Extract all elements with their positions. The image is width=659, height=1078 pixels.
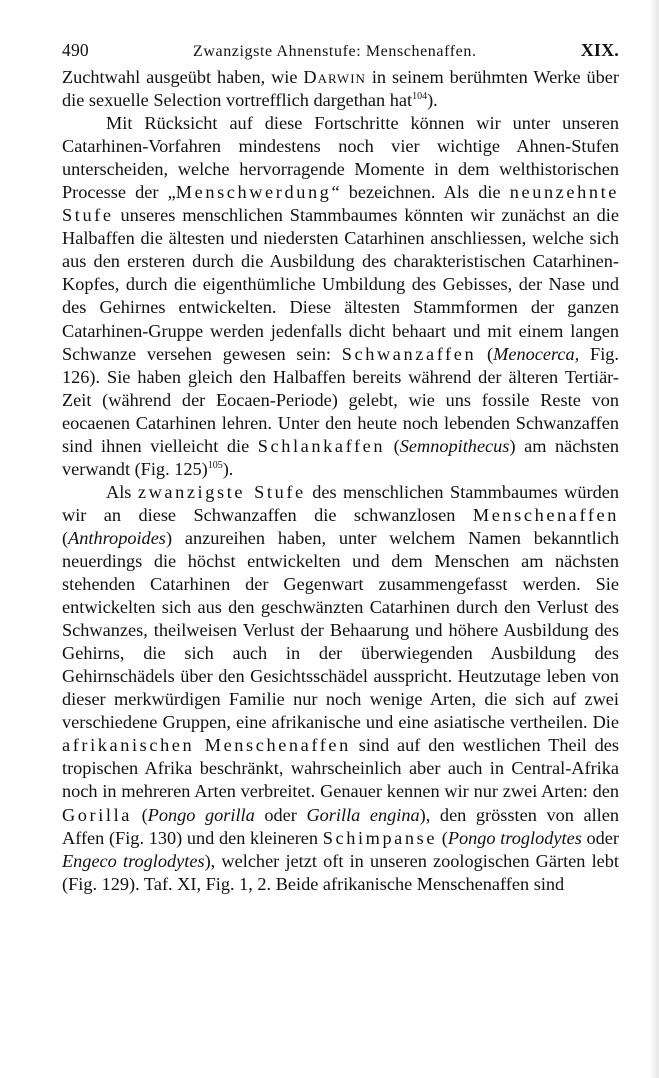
italic-term: Semnopithecus xyxy=(399,435,510,456)
text-run: ). xyxy=(427,90,438,111)
page-edge-shadow xyxy=(649,0,659,1078)
text-run: Fig. 126). Sie haben gleich den Halbaffen bereits während der älteren Tertiär-Zeit (während der Eocaen-Periode) gelebt, wie uns fossile Reste von eocaenen Catarhinen lehren. Unter den heute noch lebenden Schwanzaffen sind ihnen vielleicht die xyxy=(62,343,619,456)
spaced-term: afrikanischen Menschenaffen xyxy=(62,735,351,756)
text-run: ( xyxy=(131,804,148,825)
text-run: sind auf den westlichen Theil des tropischen Afrika beschränkt, wahrscheinlich aber auch in Central-Afrika noch in mehreren Arten verbreitet. Genauer kennen wir nur zwei Arten: den xyxy=(62,735,619,802)
running-header xyxy=(62,40,619,61)
text-run: oder xyxy=(254,804,307,825)
page-number: 490 xyxy=(62,40,89,60)
spaced-term: neunzehnte Stufe xyxy=(62,182,619,226)
paragraph-3 xyxy=(62,481,619,896)
spaced-term: Menschenaffen xyxy=(472,504,619,525)
spaced-term: Schlankaffen xyxy=(257,435,386,456)
text-run: ( xyxy=(437,827,448,848)
text-run: ), welcher jetzt oft in unseren zoologischen Gärten lebt (Fig. 129). Taf. XI, Fig. 1, 2. Beide afrikanische Menschenaffen sind xyxy=(62,850,619,894)
italic-term: Anthropoides xyxy=(68,527,166,548)
text-run: “ bezeichnen. Als die xyxy=(331,182,510,203)
italic-term: Pongo gorilla xyxy=(147,804,255,825)
text-run: ( xyxy=(476,343,494,364)
text-run: in seinem berühmten Werke über die sexuelle Selection vortrefflich dargethan hat xyxy=(62,67,620,111)
chapter-number: XIX. xyxy=(580,40,619,60)
spaced-term: Gorilla xyxy=(62,804,132,825)
footnote-ref: 104 xyxy=(412,91,428,103)
italic-term: Menocerca, xyxy=(493,343,580,364)
text-run: Zuchtwahl ausgeübt haben, wie xyxy=(62,67,304,87)
running-title: Zwanzigste Ahnenstufe: Menschenaffen. xyxy=(192,43,477,60)
text-run: ). xyxy=(222,458,234,479)
paragraph-1 xyxy=(62,66,619,112)
text-run: ) anzureihen haben, unter welchem Namen bekanntlich neuerdings die höchst entwickelten und dem Menschen am nächsten stehenden Catarhinen der Gegenwart zusammengefasst werden. Sie entwickelten sich aus den geschwänzten Catarhinen durch den Verlust des Schwanzes, theilweisen Verlust der Behaarung und höhere Ausbildung des Gehirns, die sich auch in der überwiegenden Ausbildung des Gehirnschädels über den Gesichtsschädel ausspricht. Heutzutage leben von dieser merkwürdigen Familie nur noch wenige Arten, die sich auf zwei verschiedene Gruppen, eine afrikanische und eine asiatische vertheilen. Die xyxy=(62,527,619,733)
paragraph-2 xyxy=(62,112,619,481)
body-text xyxy=(62,66,619,896)
text-run: des menschlichen Stammbaumes würden wir an diese Schwanzaffen die schwanzlosen xyxy=(62,481,619,525)
author-name: Darwin xyxy=(303,67,366,87)
text-run: Mit Rücksicht auf diese Fortschritte können wir unter unseren Catarhinen-Vorfahren mindestens noch vier wichtige Ahnen-Stufen unterscheiden, welche hervorragende Momente in dem welthistorischen Processe der „ xyxy=(62,113,619,203)
spaced-term: Schimpanse xyxy=(322,827,438,848)
spaced-term: zwanzigste Stufe xyxy=(137,481,306,502)
text-run: Als xyxy=(106,481,138,502)
text-run: oder xyxy=(581,827,619,848)
spaced-term: Menschwerdung xyxy=(175,182,332,203)
text-run: ( xyxy=(385,435,400,456)
text-run: unseres menschlichen Stammbaumes könnten wir zunächst an die Halbaffen die ältesten und niedersten Catarhinen anschliessen, welche sich aus den ersteren durch die Ausbildung des charakteristischen Catarhinen-Kopfes, durch die eigenthümliche Umbildung des Gebisses, der Nase und des Gehirnes entwickelten. Diese ältesten Stammformen der ganzen Catarhinen-Gruppe werden jedenfalls dicht behaart und mit einem langen Schwanze versehen gewesen sein: xyxy=(62,205,619,364)
spaced-term: Schwanzaffen xyxy=(341,343,477,364)
italic-term: Gorilla engina xyxy=(306,804,420,825)
italic-term: Pongo troglodytes xyxy=(447,827,582,848)
footnote-ref: 105 xyxy=(207,459,223,471)
text-run: ) am nächsten verwandt (Fig. 125) xyxy=(62,435,619,479)
text-run: ), den grössten von allen Affen (Fig. 130) und den kleineren xyxy=(62,804,619,848)
italic-term: Engeco troglodytes xyxy=(62,850,205,871)
text-run: ( xyxy=(62,527,69,548)
